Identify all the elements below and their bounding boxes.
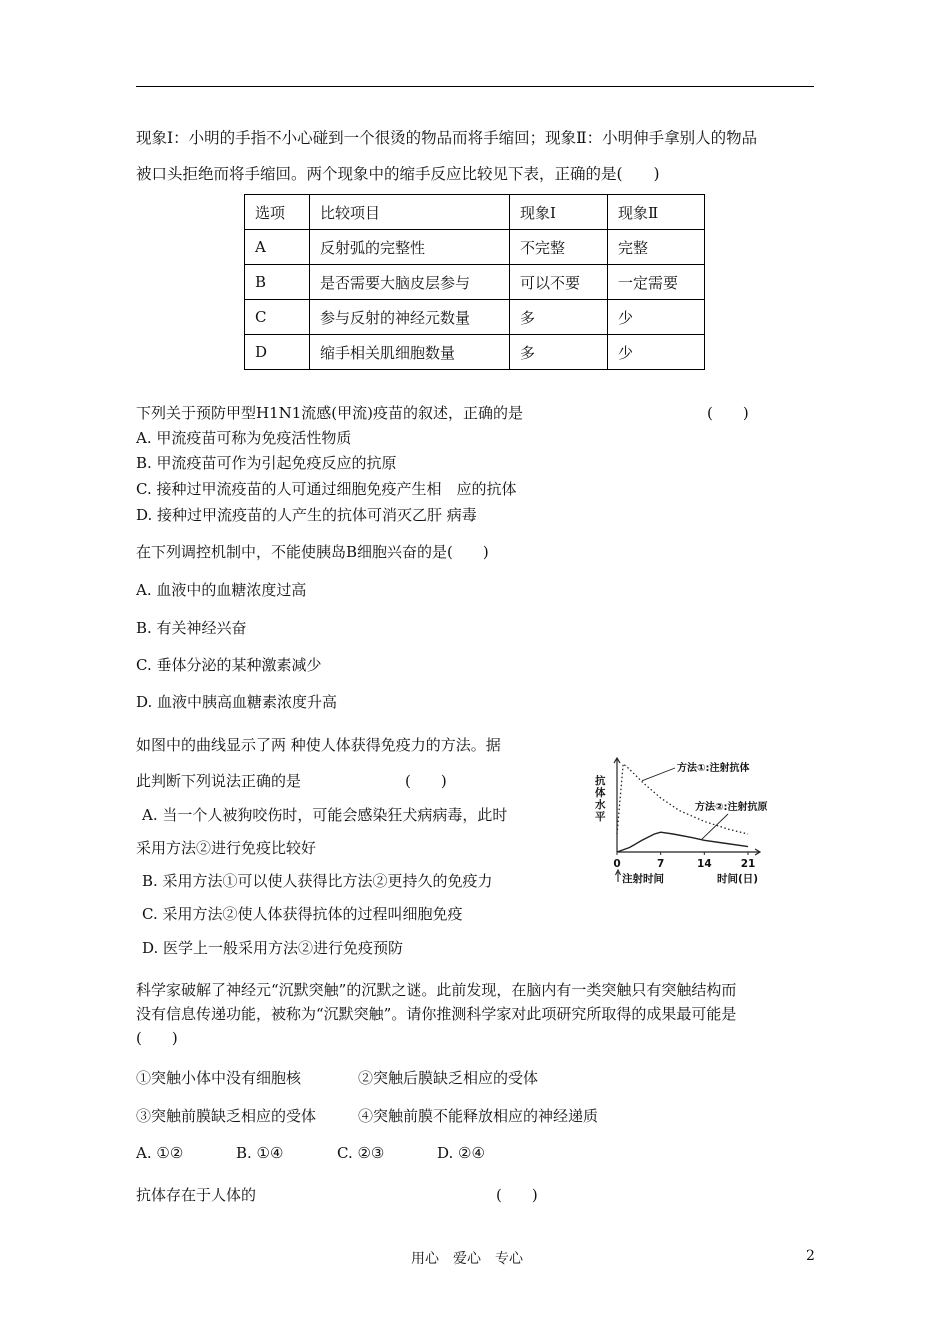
q2-option-d: D. 接种过甲流疫苗的人产生的抗体可消灭乙肝 病毒 — [136, 506, 477, 524]
q3-option-b: B. 有关神经兴奋 — [136, 619, 247, 637]
table-cell: 参与反射的神经元数量 — [310, 300, 510, 335]
q3-stem: 在下列调控机制中，不能使胰岛B细胞兴奋的是( ) — [136, 543, 489, 561]
table-row — [245, 335, 705, 370]
q5-statement-4: ④突触前膜不能释放相应的神经递质 — [358, 1107, 599, 1125]
q2-option-a: A. 甲流疫苗可称为免疫活性物质 — [136, 429, 352, 447]
q3-option-c: C. 垂体分泌的某种激素减少 — [136, 656, 322, 674]
q6-stem: 抗体存在于人体的 — [136, 1186, 257, 1204]
q3-option-d: D. 血液中胰高血糖素浓度升高 — [136, 693, 338, 711]
table-cell: 不完整 — [510, 230, 608, 265]
q4-option-c: C. 采用方法②使人体获得抗体的过程叫细胞免疫 — [142, 905, 463, 923]
comparison-table — [244, 194, 705, 370]
q2-answer-bracket: ( ) — [707, 404, 749, 422]
q4-option-a-line2: 采用方法②进行免疫比较好 — [136, 839, 317, 857]
table-cell: 完整 — [608, 230, 705, 265]
q5-statement-3: ③突触前膜缺乏相应的受体 — [136, 1107, 317, 1125]
q1-stem-line1: 现象Ⅰ：小明的手指不小心碰到一个很烫的物品而将手缩回；现象Ⅱ：小明伸手拿别人的物品 — [136, 129, 758, 147]
x-tick-label: 21 — [740, 858, 756, 870]
q1-stem-line2: 被口头拒绝而将手缩回。两个现象中的缩手反应比较见下表，正确的是( ) — [136, 165, 660, 183]
table-header-cell: 选项 — [245, 195, 310, 230]
q4-option-d: D. 医学上一般采用方法②进行免疫预防 — [142, 939, 404, 957]
q6-answer-bracket: ( ) — [496, 1186, 538, 1204]
q2-stem: 下列关于预防甲型H1N1流感(甲流)疫苗的叙述，正确的是 — [136, 404, 523, 422]
table-header-cell: 现象Ⅱ — [608, 195, 705, 230]
q4-answer-bracket: ( ) — [405, 772, 447, 790]
table-header-cell: 比较项目 — [310, 195, 510, 230]
table-cell: A — [245, 230, 310, 265]
q4-stem-line2: 此判断下列说法正确的是 — [136, 772, 302, 790]
legend-method-2-label: 方法②:注射抗原 — [695, 802, 768, 813]
y-axis-label: 抗体水平 — [595, 775, 606, 823]
table-cell: 是否需要大脑皮层参与 — [310, 265, 510, 300]
legend-method-2-leader — [701, 814, 728, 840]
q4-option-a-line1: A. 当一个人被狗咬伤时，可能会感染狂犬病病毒，此时 — [142, 806, 508, 824]
table-cell: C — [245, 300, 310, 335]
legend-method-1-leader — [642, 768, 675, 781]
table-cell: 多 — [510, 335, 608, 370]
q4-stem-line1: 如图中的曲线显示了两 种使人体获得免疫力的方法。据 — [136, 736, 501, 754]
x-tick-label: 7 — [657, 858, 665, 870]
table-row — [245, 265, 705, 300]
q2-option-b: B. 甲流疫苗可作为引起免疫反应的抗原 — [136, 454, 397, 472]
legend-method-1-label: 方法①:注射抗体 — [677, 763, 750, 774]
series-line-method-1 — [617, 764, 748, 834]
q5-choice-b: B. ①④ — [236, 1144, 284, 1162]
table-cell: B — [245, 265, 310, 300]
x-tick-label: 14 — [697, 858, 712, 870]
q5-stem-line2: 没有信息传递功能，被称为“沉默突触”。请你推测科学家对此项研究所取得的成果最可能是 — [136, 1005, 737, 1023]
table-cell: 一定需要 — [608, 265, 705, 300]
series-line-method-2 — [617, 832, 748, 852]
q4-option-b: B. 采用方法①可以使人获得比方法②更持久的免疫力 — [142, 872, 493, 890]
table-row — [245, 300, 705, 335]
x-marker-label: 注射时间 — [622, 873, 664, 885]
q5-statement-2: ②突触后膜缺乏相应的受体 — [358, 1069, 539, 1087]
page-number: 2 — [806, 1248, 815, 1264]
x-axis-label: 时间(日) — [717, 873, 759, 885]
table-cell: D — [245, 335, 310, 370]
q5-choice-c: C. ②③ — [337, 1144, 385, 1162]
table-row — [245, 230, 705, 265]
table-cell: 少 — [608, 300, 705, 335]
q2-option-c: C. 接种过甲流疫苗的人可通过细胞免疫产生相 应的抗体 — [136, 480, 517, 498]
q5-stem-line3: ( ) — [136, 1029, 178, 1047]
q5-choice-d: D. ②④ — [437, 1144, 485, 1162]
q5-statement-1: ①突触小体中没有细胞核 — [136, 1069, 302, 1087]
q5-stem-line1: 科学家破解了神经元“沉默突触”的沉默之谜。此前发现，在脑内有一类突触只有突触结构而 — [136, 981, 737, 999]
table-header-row — [245, 195, 705, 230]
table-cell: 少 — [608, 335, 705, 370]
table-cell: 多 — [510, 300, 608, 335]
q5-choice-a: A. ①② — [136, 1144, 184, 1162]
table-cell: 反射弧的完整性 — [310, 230, 510, 265]
table-cell: 缩手相关肌细胞数量 — [310, 335, 510, 370]
x-tick-label: 0 — [613, 858, 621, 870]
footer-motto: 用心 爱心 专心 — [411, 1251, 523, 1267]
q3-option-a: A. 血液中的血糖浓度过高 — [136, 581, 307, 599]
header-rule — [136, 86, 814, 87]
table-header-cell: 现象Ⅰ — [510, 195, 608, 230]
antibody-level-chart — [580, 748, 780, 893]
table-cell: 可以不要 — [510, 265, 608, 300]
